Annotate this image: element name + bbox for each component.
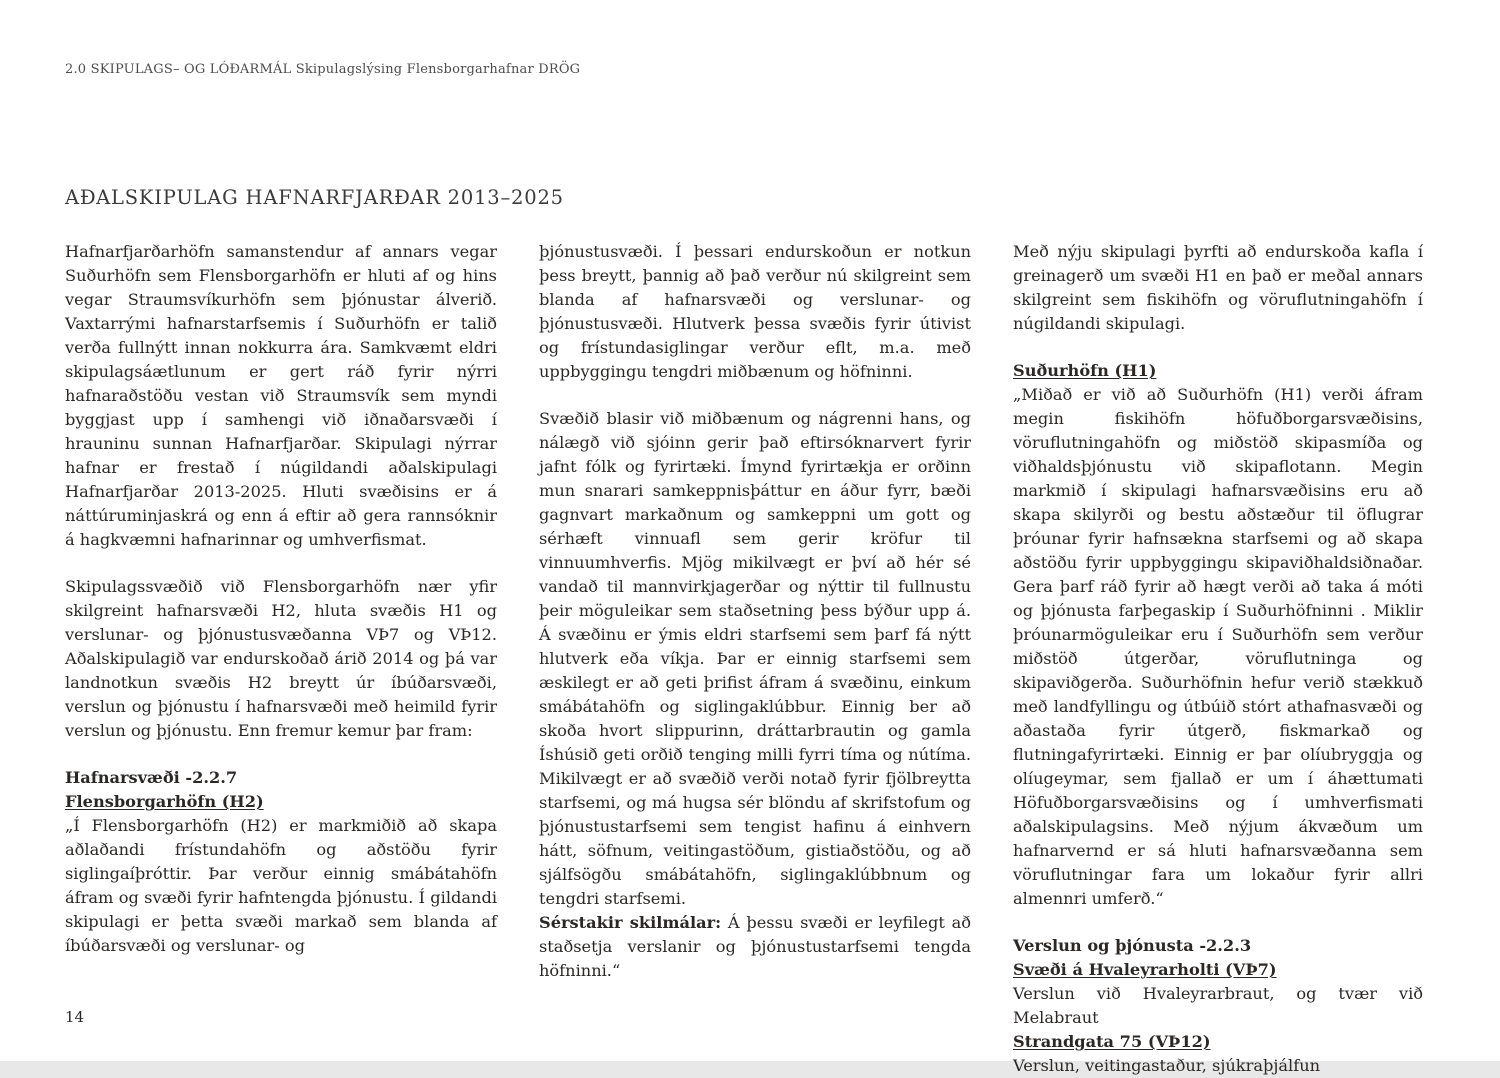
text-columns	[65, 240, 1423, 1078]
paragraph-planning-area: Skipulagssvæðið við Flensborgarhöfn nær yfir skilgreint hafnarsvæði H2, hluta svæðis H1 og verslunar- og þjónustusvæðanna VÞ7 og VÞ12. Aðalskipulagið var endurskoðað árið 2014 og þá var landnotkun svæðis H2 breytt úr íbúðarsvæði, verslun og þjónustu í hafnarsvæði með heimild fyrir verslun og þjónustu. Enn fremur kemur þar fram:	[65, 577, 497, 740]
special-terms-text: Á þessu svæði er leyfilegt að staðsetja verslanir og þjónustustarfsemi tengda höfninni.“	[539, 913, 971, 980]
paragraph-special-terms	[539, 911, 971, 983]
running-header: 2.0 SKIPULAGS– OG LÓÐARMÁL Skipulagslýsing Flensborgarhafnar DRÖG	[65, 62, 581, 77]
column-3	[1013, 240, 1423, 1078]
subheading-sudurhofn-h1: Suðurhöfn (H1)	[1013, 361, 1157, 380]
paragraph-area-vision: Svæðið blasir við miðbænum og nágrenni hans, og nálægð við sjóinn gerir það eftirsóknarvert fyrir jafnt fólk og fyrirtæki. Ímynd fyrirtækja er orðinn mun snarari samkeppnisþáttur en áður fyrr, bæði gagnvart markaðnum og samkeppni um gott og sérhæft vinnuafl sem gerir kröfur til vinnuumhverfis. Mjög mikilvægt er því að hér sé vandað til mannvirkjagerðar og nýttir til fullnustu þeir möguleikar sem staðsetning þess býður upp á. Á svæðinu er ýmis eldri starfsemi sem þarf fá nýtt hlutverk eða víkja. Þar er einnig starfsemi sem æskilegt er að geti þrifist áfram á svæðinu, einkum smábátahöfn og siglingaklúbbur. Einnig ber að skoða hvort slippurinn, dráttarbrautin og gamla Íshúsið geti orðið tenging milli fyrri tíma og nútíma. Mikilvægt er að svæðið verði notað fyrir fjölbreytta starfsemi, og má hugsa sér blöndu af skrifstofum og þjónustustarfsemi sem tengist hafinu á einhvern hátt, söfnum, veitingastöðum, gistiaðstöðu, og að sjálfsögðu smábátahöfn, siglingaklúbbnum og tengdri starfsemi.	[539, 409, 971, 908]
subheading-strandgata-vp12: Strandgata 75 (VÞ12)	[1013, 1032, 1211, 1051]
special-terms-label: Sérstakir skilmálar:	[539, 913, 722, 932]
page-number: 14	[65, 1008, 85, 1026]
section-heading-verslun-thjonusta: Verslun og þjónusta -2.2.3	[1013, 936, 1252, 955]
paragraph-intro: Hafnarfjarðarhöfn samanstendur af annars vegar Suðurhöfn sem Flensborgarhöfn er hluti af og hins vegar Straumsvíkurhöfn sem þjónustar álverið. Vaxtarrými hafnarstarfsemis í Suðurhöfn er talið verða fullnýtt innan nokkurra ára. Samkvæmt eldri skipulagsáætlunum er gert ráð fyrir nýrri hafnaraðstöðu vestan við Straumsvík sem myndi byggjast upp í samhengi við iðnaðarsvæði í hrauninu sunnan Hafnarfjarðar. Skipulagi nýrrar hafnar er frestað í núgildandi aðalskipulagi Hafnarfjarðar 2013-2025. Hluti svæðisins er á náttúruminjaskrá og enn á eftir að gera rannsóknir á hagkvæmni hafnarinnar og umhverfismat.	[65, 242, 497, 549]
paragraph-h1-revision: Með nýju skipulagi þyrfti að endurskoða kafla í greinagerð um svæði H1 en það er meðal annars skilgreint sem fiskihöfn og vöruflutningahöfn í núgildandi skipulagi.	[1013, 242, 1423, 333]
subheading-hvaleyrarholt-vp7: Svæði á Hvaleyrarholti (VÞ7)	[1013, 960, 1277, 979]
section-heading-hafnarsvaedi: Hafnarsvæði -2.2.7	[65, 768, 238, 787]
column-2	[539, 240, 971, 1078]
vp12-description: Verslun, veitingastaður, sjúkraþjálfun	[1013, 1056, 1321, 1075]
page-title: AÐALSKIPULAG HAFNARFJARÐAR 2013–2025	[65, 186, 564, 209]
vp7-description: Verslun við Hvaleyrarbraut, og tvær við Melabraut	[1013, 984, 1423, 1027]
paragraph-h2-quote-start: „Í Flensborgarhöfn (H2) er markmiðið að skapa aðlaðandi frístundahöfn og aðstöðu fyrir siglingaíþróttir. Þar verður einnig smábátahöfn áfram og svæði fyrir hafntengda þjónustu. Í gildandi skipulagi er þetta svæði markað sem blanda af íbúðarsvæði og verslunar- og	[65, 816, 497, 955]
column-1	[65, 240, 497, 1078]
paragraph-h2-quote-continued: þjónustusvæði. Í þessari endurskoðun er notkun þess breytt, þannig að það verður nú skilgreint sem blanda af hafnarsvæði og verslunar- og þjónustusvæði. Hlutverk þessa svæðis fyrir útivist og frístundasiglingar verður eflt, m.a. með uppbyggingu tengdri miðbænum og höfninni.	[539, 242, 971, 381]
subheading-flensborgarhofn-h2: Flensborgarhöfn (H2)	[65, 792, 264, 811]
paragraph-h1-quote: „Miðað er við að Suðurhöfn (H1) verði áfram megin fiskihöfn höfuðborgarsvæðisins, vöruflutningahöfn og miðstöð skipasmíða og viðhaldsþjónustu við skipaflotann. Megin markmið í skipulagi hafnarsvæðisins eru að skapa skilyrði og bestu aðstæður til öflugrar þróunar fyrir hafnsækna starfsemi og að skapa aðstöðu fyrir uppbyggingu skipaviðhaldsiðnaðar. Gera þarf ráð fyrir að hægt verði að taka á móti og þjónusta farþegaskip í Suðurhöfninni . Miklir þróunarmöguleikar eru í Suðurhöfn sem verður miðstöð útgerðar, vöruflutninga og skipaviðgerða. Suðurhöfnin hefur verið stækkuð með landfyllingu og útbúið stórt athafnasvæði og aðastaða fyrir útgerð, fiskmarkað og flutningafyrirtæki. Einnig er þar olíubryggja og olíugeymar, sem fjallað er um í áhættumati Höfuðborgarsvæðisins og í umhverfismati aðalskipulagsins. Með nýjum ákvæðum um hafnarvernd er sá hluti hafnarsvæðanna sem vöruflutningar fara um lokaður fyrir allri almennri umferð.“	[1013, 385, 1423, 908]
